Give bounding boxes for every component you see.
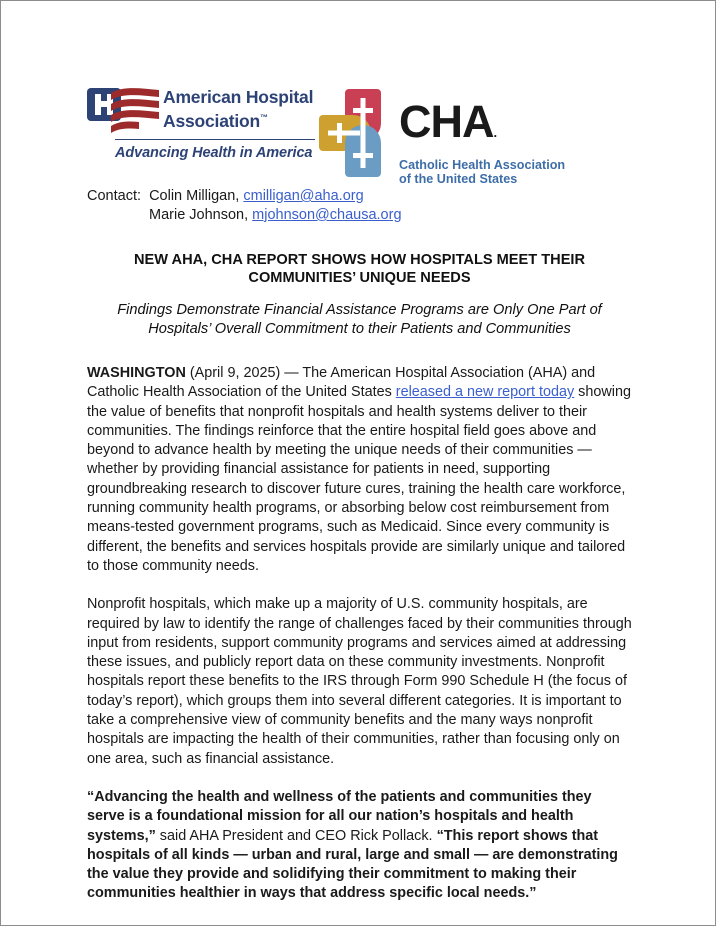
cha-letters: CHA.	[399, 96, 497, 147]
cha-cross-icon	[315, 85, 411, 181]
dateline-city: WASHINGTON	[87, 365, 186, 381]
cha-subtitle	[399, 158, 639, 187]
aha-wordmark	[159, 87, 313, 131]
paragraph-1-rest: showing the value of benefits that nonprofit hospitals and health systems deliver to their communities. The findings reinforce that the entire hospital field goes above and beyond to advance health by meeting the unique needs of their communities — whether by providing financial assistance for patients in need, supporting groundbreaking research to discover future cures, training the health care workforce, running community health programs, or absorbing below cost reimbursement from means-tested government programs, such as Medicaid. Since every community is different, the benefits and services hospitals provide are similarly unique and tailored to those community needs.	[87, 384, 631, 574]
aha-trademark-symbol: ™	[260, 112, 268, 122]
contact-row	[87, 187, 402, 206]
aha-logo-top	[87, 87, 319, 135]
report-link[interactable]: released a new report today	[395, 384, 575, 401]
aha-name-line2: Association™	[163, 110, 268, 131]
pollack-quote-part1: “Advancing the health and wellness of the patients and communities they serve is a foundational mission for all our nation’s hospitals and health systems,”	[87, 788, 592, 844]
paragraph-3-quote	[87, 788, 633, 904]
headline: NEW AHA, CHA REPORT SHOWS HOW HOSPITALS MEET THEIR COMMUNITIES’ UNIQUE NEEDS	[133, 252, 586, 286]
pollack-quote-part2: “This report shows that hospitals of all kinds — urban and rural, large and small — are demonstrating the value they provide and solidifying their commitment to making their communities healthier in ways that address specific local needs.”	[87, 827, 618, 902]
contact-label: Contact:	[87, 188, 141, 204]
dateline-date: (April 9, 2025) — The American Hospital Association (AHA) and Catholic Health Association of the United States	[87, 365, 596, 401]
cha-subtitle-line2: of the United States	[399, 172, 518, 187]
aha-stripes-icon	[109, 87, 161, 133]
aha-tagline: Advancing Health in America	[115, 145, 313, 161]
cha-logo	[315, 85, 645, 187]
cha-subtitle-line1: Catholic Health Association	[399, 158, 566, 172]
contact-name-0: Colin Milligan,	[149, 188, 240, 204]
aha-logo	[87, 87, 319, 161]
paragraph-2: Nonprofit hospitals, which make up a majority of U.S. community hospitals, are required by law to identify the range of challenges faced by their communities through input from residents, support community programs and services aimed at addressing these issues, and publicly report data on these community investments. Nonprofit hospitals report these benefits to the IRS through Form 990 Schedule H (the focus of today’s report), which groups them into several different categories. It is important to take a comprehensive view of community benefits and the many ways nonprofit hospitals are impacting the health of their communities, rather than focusing only on one area, such as financial assistance.	[87, 596, 632, 767]
contact-name-1: Marie Johnson,	[149, 207, 249, 223]
body-copy	[87, 364, 633, 904]
cha-wordmark	[399, 96, 639, 187]
contact-block	[87, 187, 402, 225]
contact-row	[87, 206, 402, 225]
paragraph-1	[87, 364, 633, 576]
pollack-attribution: said AHA President and CEO Rick Pollack.	[155, 827, 437, 844]
contact-email-0[interactable]: cmilligan@aha.org	[243, 188, 364, 204]
aha-divider-rule	[115, 139, 315, 140]
aha-flag-h-icon	[87, 87, 159, 135]
logo-band	[87, 85, 647, 185]
subheadline: Findings Demonstrate Financial Assistance Programs are Only One Part of Hospitals’ Overall Commitment to their Patients and Communities	[117, 302, 602, 337]
aha-name-line1: American Hospital	[163, 87, 314, 107]
cha-registered-mark: .	[493, 125, 497, 140]
contact-email-1[interactable]: mjohnson@chausa.org	[252, 207, 402, 223]
